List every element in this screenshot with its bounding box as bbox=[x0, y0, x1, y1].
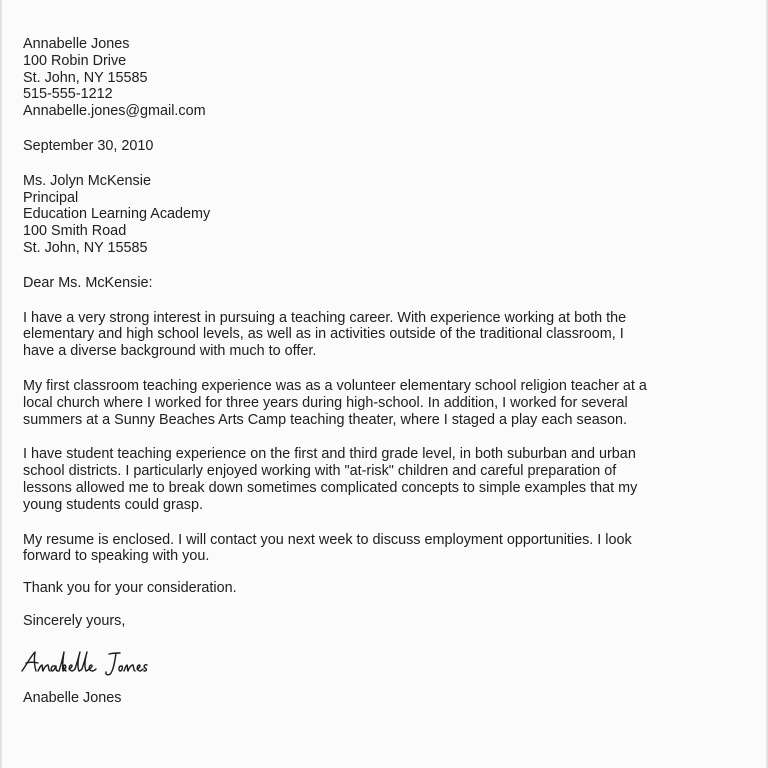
body-paragraph-interest bbox=[23, 310, 759, 360]
recipient-street: 100 Smith Road bbox=[23, 223, 127, 240]
body-paragraph-resume bbox=[23, 532, 759, 566]
recipient-city: St. John, NY 15585 bbox=[23, 239, 148, 256]
salutation-text: Dear Ms. McKensie: bbox=[23, 274, 153, 291]
body-paragraph-student-teaching bbox=[23, 446, 759, 513]
recipient-title: Principal bbox=[23, 189, 79, 206]
recipient-organization: Education Learning Academy bbox=[23, 206, 211, 223]
closing-thanks bbox=[23, 580, 759, 597]
thanks-text: Thank you for your consideration. bbox=[23, 580, 237, 597]
signature-drawing bbox=[19, 648, 149, 678]
paragraph-line: lessons allowed me to break down sometimes complicated concepts to simple examples that my bbox=[23, 479, 638, 496]
sender-address-block bbox=[23, 36, 759, 120]
paragraph-line: have a diverse background with much to offer. bbox=[23, 343, 317, 360]
recipient-name: Ms. Jolyn McKensie bbox=[23, 172, 151, 189]
paragraph-line: I have student teaching experience on the first and third grade level, in both suburban and urban bbox=[23, 446, 636, 463]
sender-name: Annabelle Jones bbox=[23, 36, 130, 52]
salutation bbox=[23, 275, 759, 292]
paragraph-line: I have a very strong interest in pursuing a teaching career. With experience working at both the bbox=[23, 309, 627, 326]
paragraph-line: young students could grasp. bbox=[23, 496, 204, 513]
sender-street: 100 Robin Drive bbox=[23, 52, 127, 69]
recipient-address-block bbox=[23, 173, 759, 257]
paragraph-line: summers at a Sunny Beaches Arts Camp teaching theater, where I staged a play each season. bbox=[23, 411, 627, 428]
paragraph-line: school districts. I particularly enjoyed working with "at-risk" children and careful preparation of bbox=[23, 463, 617, 480]
sender-email: Annabelle.jones@gmail.com bbox=[23, 103, 206, 120]
typed-signature-name bbox=[23, 690, 759, 707]
handwritten-signature bbox=[23, 648, 759, 678]
paragraph-line: local church where I worked for three years during high-school. In addition, I worked for several bbox=[23, 394, 628, 411]
date-text: September 30, 2010 bbox=[23, 137, 154, 154]
paragraph-line: My first classroom teaching experience was as a volunteer elementary school religion teacher at a bbox=[23, 377, 647, 394]
sign-off-text: Sincerely yours, bbox=[23, 612, 126, 629]
sign-off bbox=[23, 613, 759, 630]
sender-city: St. John, NY 15585 bbox=[23, 69, 148, 86]
body-paragraph-experience bbox=[23, 378, 759, 428]
paragraph-line: elementary and high school levels, as well as in activities outside of the traditional classroom, I bbox=[23, 326, 624, 343]
paragraph-line: forward to speaking with you. bbox=[23, 548, 210, 565]
paragraph-line: My resume is enclosed. I will contact you next week to discuss employment opportunities. I look bbox=[23, 531, 632, 548]
letter-date bbox=[23, 138, 759, 155]
cover-letter bbox=[23, 36, 759, 707]
signed-name-text: Anabelle Jones bbox=[23, 689, 122, 706]
sender-phone: 515-555-1212 bbox=[23, 86, 113, 103]
